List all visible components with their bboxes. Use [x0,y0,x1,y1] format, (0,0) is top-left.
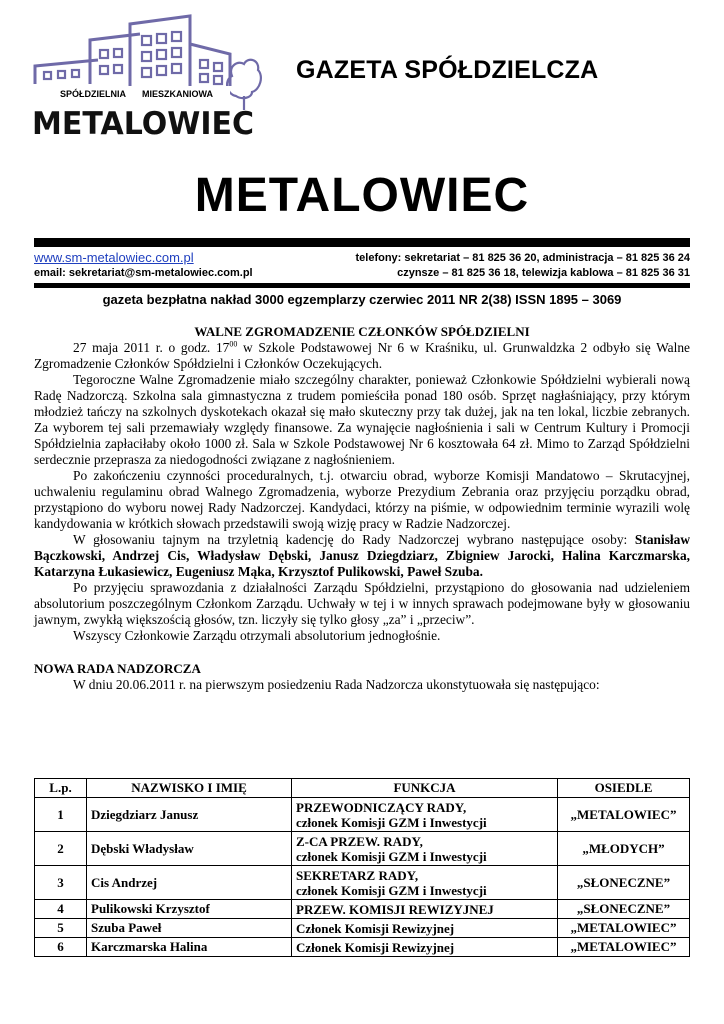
cell-name: Szuba Paweł [87,919,292,938]
function-line-1: Z-CA PRZEW. RADY, [296,833,423,849]
header-rule-bottom [34,283,690,288]
paragraph-3: Po zakończeniu czynności proceduralnych, t.j. otwarciu obrad, wyborze Komisji Mandatowo – Skrutacyjnej, uchwaleniu regulaminu obrad Walnego Zgromadzenia, wyborze Prezydium Zebrania oraz przyjęciu porządku obrad, przystąpiono do wyboru nowej Rady Nadzorczej. Kandydaci, którzy na piśmie, w odpowiednim terminie wyrazili wolę kandydowania w krótkich słowach przedstawili swoją wizję pracy w Radzie Nadzorczej. [34,468,690,531]
function-line-2: członek Komisji GZM i Inwestycji [296,848,487,864]
cell-function [292,798,558,832]
header-rule-top [34,238,690,247]
cell-osiedle: „MŁODYCH” [558,832,690,866]
paragraph-1 [34,340,690,372]
function-line-2: członek Komisji GZM i Inwestycji [296,814,487,830]
logo-buildings-icon [30,14,262,140]
cell-osiedle: „METALOWIEC” [558,919,690,938]
paragraph-1-text-b: w Szkole Podstawowej Nr 6 w Kraśniku, ul. Grunwaldzka 2 odbyło się Walne Zgromadzenie Członków Spółdzielni i Członków Oczekujących. [34,340,690,371]
article-body [34,324,690,693]
cell-lp: 1 [35,798,87,832]
cell-function: Członek Komisji Rewizyjnej [292,938,558,957]
table-row [35,900,690,919]
website-link[interactable]: www.sm-metalowiec.com.pl [34,250,194,265]
cell-name: Dziegdziarz Janusz [87,798,292,832]
col-header-name: NAZWISKO I IMIĘ [87,779,292,798]
paragraph-5: Po przyjęciu sprawozdania z działalności Zarządu Spółdzielni, przystąpiono do głosowania nad udzieleniem absolutorium poszczególnym Członkom Zarządu. Uchwały w tej i w innych sprawach podejmowane były w głosowaniu jawnym, zwykłą większością głosów, tzn. liczyły się tylko głosy „za” i „przeciw”. [34,580,690,627]
article-heading: WALNE ZGROMADZENIE CZŁONKÓW SPÓŁDZIELNI [194,324,530,339]
rada-nadzorcza-table [34,778,690,957]
col-header-lp: L.p. [35,779,87,798]
logo-line-right: MIESZKANIOWA [142,89,213,99]
section-heading-rada: NOWA RADA NADZORCZA [34,661,201,676]
function-line-1: SEKRETARZ RADY, [296,867,419,883]
paragraph-4 [34,532,690,580]
main-title: METALOWIEC [194,169,530,222]
logo-name: METALOWIEC [32,106,254,140]
function-line-1: PRZEWODNICZĄCY RADY, [296,799,467,815]
cell-name: Cis Andrzej [87,866,292,900]
cell-lp: 2 [35,832,87,866]
table-row [35,832,690,866]
table-header-row [35,779,690,798]
cell-lp: 6 [35,938,87,957]
table-row [35,938,690,957]
cell-osiedle: „METALOWIEC” [558,938,690,957]
email-text: email: sekretariat@sm-metalowiec.com.pl [34,267,253,279]
cell-lp: 3 [35,866,87,900]
contact-row-2 [34,267,690,281]
metalowiec-logo [30,14,262,140]
cell-function [292,832,558,866]
table-row [35,919,690,938]
cell-name: Karczmarska Halina [87,938,292,957]
gazeta-title: GAZETA SPÓŁDZIELCZA [296,56,599,84]
logo-line-left: SPÓŁDZIELNIA [60,89,127,99]
cell-osiedle: „SŁONECZNE” [558,866,690,900]
issue-info-line: gazeta bezpłatna nakład 3000 egzemplarzy czerwiec 2011 NR 2(38) ISSN 1895 – 3069 [102,292,622,307]
col-header-function: FUNKCJA [292,779,558,798]
function-line-2: członek Komisji GZM i Inwestycji [296,882,487,898]
paragraph-1-text-a: 27 maja 2011 r. o godz. 17 [73,340,230,355]
cell-lp: 5 [35,919,87,938]
paragraph-6: Wszyscy Członkowie Zarządu otrzymali absolutorium jednogłośnie. [73,628,441,643]
cell-name: Dębski Władysław [87,832,292,866]
table-row [35,798,690,832]
cell-lp: 4 [35,900,87,919]
table-row [35,866,690,900]
paragraph-4-text: W głosowaniu tajnym na trzyletnią kadencję do Rady Nadzorczej wybrano następujące osoby: [73,532,635,547]
phones-line-1: telefony: sekretariat – 81 825 36 20, administracja – 81 825 36 24 [355,252,690,264]
contact-row-1 [34,252,690,266]
cell-function: PRZEW. KOMISJI REWIZYJNEJ [292,900,558,919]
cell-name: Pulikowski Krzysztof [87,900,292,919]
elected-names: Stanisław Bączkowski, Andrzej Cis, Władysław Dębski, Janusz Dziegdziarz, Zbigniew Jarocki, Halina Karczmarska, Katarzyna Łukasiewicz, Eugeniusz Mąka, Krzysztof Pulikowski, Paweł Szuba. [34,532,690,579]
phones-line-2: czynsze – 81 825 36 18, telewizja kablowa – 81 825 36 31 [397,267,690,279]
paragraph-7: W dniu 20.06.2011 r. na pierwszym posiedzeniu Rada Nadzorcza ukonstytuowała się następująco: [73,677,600,692]
cell-osiedle: „METALOWIEC” [558,798,690,832]
paragraph-2: Tegoroczne Walne Zgromadzenie miało szczególny charakter, ponieważ Członkowie Spółdzielni wybierali nową Radę Nadzorczą. Szkolna sala gimnastyczna z trudem pomieściła ponad 180 osób. Sprzęt nagłaśniający, przy którym młodzież tańczy na szkolnych dyskotekach okazał się mało skuteczny przy tak dużej, jak na ten lokal, liczbie zebranych. Za wyborem tej sali przemawiały względy finansowe. Za wynajęcie nagłośnienia i sali w Centrum Kultury i Promocji Spółdzielnia zapłaciłaby około 1000 zł. Sala w Szkole Podstawowej Nr 6 kosztowała 64 zł. Mimo to Zarząd Spółdzielni serdecznie przeprasza za niedogodności związane z nagłośnieniem. [34,372,690,467]
cell-function: Członek Komisji Rewizyjnej [292,919,558,938]
time-superscript: 00 [229,339,238,349]
cell-osiedle: „SŁONECZNE” [558,900,690,919]
cell-function [292,866,558,900]
col-header-osiedle: OSIEDLE [558,779,690,798]
